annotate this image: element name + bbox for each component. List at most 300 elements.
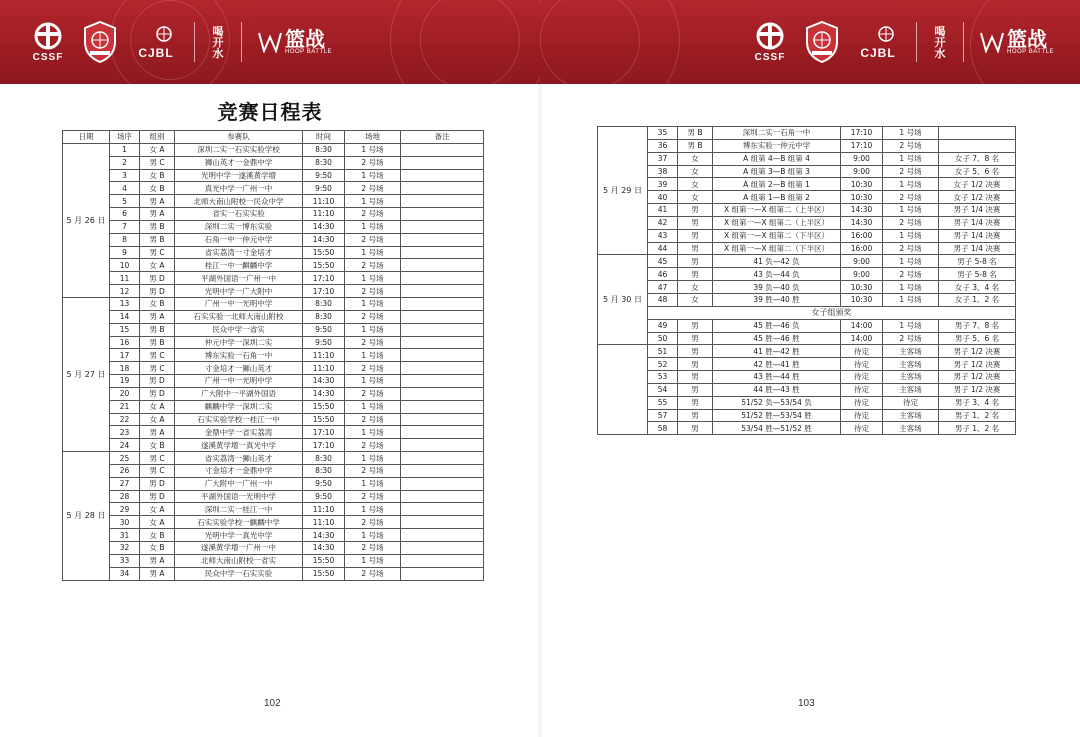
- group-cell: 男: [678, 383, 713, 396]
- logo-divider: [241, 22, 242, 62]
- table-row: [63, 220, 484, 233]
- teams-cell: 北师大南山附校一民众中学: [175, 195, 303, 208]
- table-row: [598, 332, 1016, 345]
- venue-cell: 1 号场: [345, 143, 401, 156]
- teams-cell: 北师大南山附校一省实: [175, 554, 303, 567]
- table-row: [63, 464, 484, 477]
- group-cell: 女 B: [140, 439, 175, 452]
- group-cell: 女 A: [140, 143, 175, 156]
- venue-cell: 主客场: [883, 409, 939, 422]
- table-row: [63, 349, 484, 362]
- match-no-cell: 23: [110, 426, 140, 439]
- teams-cell: 博东实验一仲元中学: [713, 139, 841, 152]
- venue-cell: 2 号场: [345, 156, 401, 169]
- shield-badge-logo: [804, 20, 840, 64]
- time-cell: 9:00: [841, 255, 883, 268]
- table-row: [63, 452, 484, 465]
- cssf-logo: CSSF: [752, 21, 788, 63]
- header-venue: 场地: [345, 131, 401, 144]
- group-cell: 女 B: [140, 182, 175, 195]
- match-no-cell: 36: [648, 139, 678, 152]
- notes-cell: [401, 310, 484, 323]
- teams-cell: 深圳二实一博东实验: [175, 220, 303, 233]
- teams-cell: A 组第 4—B 组第 4: [713, 152, 841, 165]
- table-row: [63, 169, 484, 182]
- table-row: [63, 426, 484, 439]
- group-cell: 男: [678, 396, 713, 409]
- time-cell: 14:30: [303, 542, 345, 555]
- table-row: [598, 204, 1016, 217]
- logo-divider: [916, 22, 917, 62]
- table-row: [63, 323, 484, 336]
- teams-cell: A 组第 2—B 组第 1: [713, 178, 841, 191]
- match-no-cell: 2: [110, 156, 140, 169]
- notes-cell: [401, 156, 484, 169]
- group-cell: 男 C: [140, 156, 175, 169]
- time-cell: 10:30: [841, 281, 883, 294]
- time-cell: 9:50: [303, 490, 345, 503]
- group-cell: 女: [678, 152, 713, 165]
- match-no-cell: 54: [648, 383, 678, 396]
- table-row: [63, 503, 484, 516]
- group-cell: 男 B: [678, 127, 713, 140]
- time-cell: 16:00: [841, 242, 883, 255]
- notes-cell: 男子 1/2 决赛: [939, 383, 1016, 396]
- time-cell: 15:50: [303, 413, 345, 426]
- table-row: [598, 293, 1016, 306]
- venue-cell: 2 号场: [345, 387, 401, 400]
- notes-cell: [401, 233, 484, 246]
- match-no-cell: 10: [110, 259, 140, 272]
- teams-cell: 石实实验学校一桂江一中: [175, 413, 303, 426]
- notes-cell: [401, 362, 484, 375]
- teams-cell: 省实一石实实验: [175, 208, 303, 221]
- notes-cell: [401, 246, 484, 259]
- venue-cell: 1 号场: [883, 152, 939, 165]
- table-row: [598, 396, 1016, 409]
- notes-cell: [401, 272, 484, 285]
- notes-cell: [939, 139, 1016, 152]
- table-row: [598, 345, 1016, 358]
- venue-cell: 1 号场: [345, 503, 401, 516]
- logo-divider: [963, 22, 964, 62]
- notes-cell: 男子 1/2 决赛: [939, 371, 1016, 384]
- group-cell: 男: [678, 204, 713, 217]
- teams-cell: 民众中学一省实: [175, 323, 303, 336]
- notes-cell: [401, 349, 484, 362]
- match-no-cell: 45: [648, 255, 678, 268]
- time-cell: 待定: [841, 345, 883, 358]
- header-teams: 参赛队: [175, 131, 303, 144]
- notes-cell: [939, 127, 1016, 140]
- table-row: [598, 409, 1016, 422]
- match-no-cell: 49: [648, 319, 678, 332]
- match-no-cell: 52: [648, 358, 678, 371]
- time-cell: 14:00: [841, 319, 883, 332]
- match-no-cell: 33: [110, 554, 140, 567]
- group-cell: 女 B: [140, 542, 175, 555]
- time-cell: 8:30: [303, 452, 345, 465]
- teams-cell: 遂溪黄学增一真光中学: [175, 439, 303, 452]
- venue-cell: 2 号场: [345, 182, 401, 195]
- time-cell: 待定: [841, 383, 883, 396]
- notes-cell: 女子 5、6 名: [939, 165, 1016, 178]
- notes-cell: [401, 529, 484, 542]
- group-cell: 女 A: [140, 516, 175, 529]
- teams-cell: 省实荔湾一狮山英才: [175, 452, 303, 465]
- table-row: [63, 297, 484, 310]
- table-row: [598, 422, 1016, 435]
- table-row: [598, 281, 1016, 294]
- match-no-cell: 53: [648, 371, 678, 384]
- teams-cell: 41 负—42 负: [713, 255, 841, 268]
- match-no-cell: 20: [110, 387, 140, 400]
- group-cell: 男 C: [140, 452, 175, 465]
- teams-cell: 金鼎中学一省实荔湾: [175, 426, 303, 439]
- time-cell: 14:30: [303, 220, 345, 233]
- match-no-cell: 24: [110, 439, 140, 452]
- table-row: [63, 195, 484, 208]
- header-date: 日期: [63, 131, 110, 144]
- venue-cell: 2 号场: [345, 233, 401, 246]
- notes-cell: 男子 5-8 名: [939, 268, 1016, 281]
- venue-cell: 1 号场: [345, 477, 401, 490]
- venue-cell: 2 号场: [883, 268, 939, 281]
- group-cell: 男: [678, 268, 713, 281]
- table-row: [598, 216, 1016, 229]
- group-cell: 男: [678, 332, 713, 345]
- match-no-cell: 40: [648, 191, 678, 204]
- match-no-cell: 41: [648, 204, 678, 217]
- notes-cell: 男子 5、6 名: [939, 332, 1016, 345]
- venue-cell: 2 号场: [345, 490, 401, 503]
- teams-cell: 石实实验一北师大南山附校: [175, 310, 303, 323]
- table-row: [598, 152, 1016, 165]
- venue-cell: 2 号场: [345, 439, 401, 452]
- notes-cell: 男子 1/4 决赛: [939, 242, 1016, 255]
- group-cell: 女: [678, 281, 713, 294]
- match-no-cell: 4: [110, 182, 140, 195]
- notes-cell: [401, 439, 484, 452]
- match-no-cell: 51: [648, 345, 678, 358]
- table-row: [598, 127, 1016, 140]
- notes-cell: [401, 195, 484, 208]
- table-row: [63, 567, 484, 580]
- match-no-cell: 19: [110, 375, 140, 388]
- group-cell: 男: [678, 242, 713, 255]
- teams-cell: 43 负—44 负: [713, 268, 841, 281]
- notes-cell: [401, 477, 484, 490]
- table-row: [598, 165, 1016, 178]
- time-cell: 11:10: [303, 349, 345, 362]
- cjbl-logo: CJBL: [856, 24, 900, 60]
- page-number-left: 102: [264, 698, 281, 709]
- table-row: [63, 477, 484, 490]
- group-cell: 男 D: [140, 375, 175, 388]
- table-row: [63, 490, 484, 503]
- group-cell: 男: [678, 409, 713, 422]
- notes-cell: [401, 297, 484, 310]
- notes-cell: [401, 259, 484, 272]
- venue-cell: 1 号场: [345, 426, 401, 439]
- teams-cell: 深圳二实一桂江一中: [175, 503, 303, 516]
- time-cell: 17:10: [303, 272, 345, 285]
- group-cell: 男 C: [140, 464, 175, 477]
- venue-cell: 2 号场: [345, 464, 401, 477]
- award-ceremony-cell: 女子组颁奖: [648, 306, 1016, 319]
- teams-cell: 广州一中一光明中学: [175, 297, 303, 310]
- teams-cell: 真光中学一广州一中: [175, 182, 303, 195]
- match-no-cell: 32: [110, 542, 140, 555]
- venue-cell: 2 号场: [345, 259, 401, 272]
- header-group: 组别: [140, 131, 175, 144]
- group-cell: 女: [678, 165, 713, 178]
- notes-cell: 男子 5-8 名: [939, 255, 1016, 268]
- match-no-cell: 50: [648, 332, 678, 345]
- w-mark-icon: [258, 31, 282, 53]
- group-cell: 男 A: [140, 208, 175, 221]
- group-cell: 男 D: [140, 387, 175, 400]
- table-row: [598, 371, 1016, 384]
- date-cell: 5 月 27 日: [63, 297, 110, 451]
- table-row: [63, 310, 484, 323]
- match-no-cell: 47: [648, 281, 678, 294]
- time-cell: 14:30: [303, 529, 345, 542]
- time-cell: 10:30: [841, 293, 883, 306]
- match-no-cell: 12: [110, 285, 140, 298]
- notes-cell: [401, 182, 484, 195]
- teams-cell: 博东实验一石角一中: [175, 349, 303, 362]
- time-cell: 8:30: [303, 464, 345, 477]
- schedule-table-left: [62, 130, 484, 581]
- notes-cell: 女子 1/2 决赛: [939, 178, 1016, 191]
- venue-cell: 1 号场: [345, 246, 401, 259]
- table-row: [598, 268, 1016, 281]
- teams-cell: 51/52 胜—53/54 胜: [713, 409, 841, 422]
- teams-cell: 桂江一中一麒麟中学: [175, 259, 303, 272]
- venue-cell: 2 号场: [345, 362, 401, 375]
- notes-cell: [401, 323, 484, 336]
- notes-cell: 女子 7、8 名: [939, 152, 1016, 165]
- time-cell: 9:50: [303, 169, 345, 182]
- header-banner-right: [540, 0, 1080, 84]
- group-cell: 男 D: [140, 272, 175, 285]
- group-cell: 女 B: [140, 297, 175, 310]
- venue-cell: 1 号场: [883, 229, 939, 242]
- time-cell: 待定: [841, 396, 883, 409]
- venue-cell: 2 号场: [345, 208, 401, 221]
- teams-cell: 39 负—40 负: [713, 281, 841, 294]
- venue-cell: 1 号场: [883, 204, 939, 217]
- time-cell: 17:10: [303, 285, 345, 298]
- table-row: [63, 336, 484, 349]
- table-row: [598, 255, 1016, 268]
- match-no-cell: 26: [110, 464, 140, 477]
- table-row: [63, 285, 484, 298]
- table-row: [63, 413, 484, 426]
- venue-cell: 1 号场: [345, 169, 401, 182]
- table-row: [598, 383, 1016, 396]
- group-cell: 男 B: [140, 336, 175, 349]
- teams-cell: 仲元中学一深圳二实: [175, 336, 303, 349]
- teams-cell: 深圳二实一石角一中: [713, 127, 841, 140]
- page-title: 竞赛日程表: [217, 100, 323, 124]
- date-cell: 5 月 29 日: [598, 127, 648, 255]
- notes-cell: 男子 1/4 决赛: [939, 204, 1016, 217]
- match-no-cell: 27: [110, 477, 140, 490]
- schedule-table-right: [597, 126, 1016, 435]
- teams-cell: 广大附中一广州一中: [175, 477, 303, 490]
- venue-cell: 2 号场: [345, 285, 401, 298]
- group-cell: 男 C: [140, 349, 175, 362]
- venue-cell: 1 号场: [345, 220, 401, 233]
- notes-cell: [401, 169, 484, 182]
- teams-cell: 省实荔湾一寸金培才: [175, 246, 303, 259]
- notes-cell: 男子 1/4 决赛: [939, 216, 1016, 229]
- venue-cell: 主客场: [883, 358, 939, 371]
- teams-cell: 45 胜—46 负: [713, 319, 841, 332]
- teams-cell: 平湖外国语一光明中学: [175, 490, 303, 503]
- group-cell: 男 B: [140, 220, 175, 233]
- group-cell: 男: [678, 345, 713, 358]
- group-cell: 女: [678, 191, 713, 204]
- notes-cell: [401, 220, 484, 233]
- table-row: [63, 208, 484, 221]
- venue-cell: 2 号场: [345, 516, 401, 529]
- venue-cell: 2 号场: [883, 216, 939, 229]
- notes-cell: 男子 1/4 决赛: [939, 229, 1016, 242]
- group-cell: 女 A: [140, 259, 175, 272]
- table-row: [63, 143, 484, 156]
- match-no-cell: 6: [110, 208, 140, 221]
- teams-cell: 51/52 负—53/54 负: [713, 396, 841, 409]
- teams-cell: 遂溪黄学增一广州一中: [175, 542, 303, 555]
- teams-cell: 寸金培才一狮山英才: [175, 362, 303, 375]
- match-no-cell: 15: [110, 323, 140, 336]
- time-cell: 9:00: [841, 165, 883, 178]
- group-cell: 女 B: [140, 169, 175, 182]
- time-cell: 14:30: [303, 387, 345, 400]
- group-cell: 男 A: [140, 567, 175, 580]
- award-ceremony-row: [598, 306, 1016, 319]
- notes-cell: 男子 1、2 名: [939, 422, 1016, 435]
- time-cell: 10:30: [841, 178, 883, 191]
- time-cell: 15:50: [303, 400, 345, 413]
- time-cell: 11:10: [303, 208, 345, 221]
- match-no-cell: 5: [110, 195, 140, 208]
- group-cell: 男 B: [140, 233, 175, 246]
- group-cell: 女 B: [140, 529, 175, 542]
- match-no-cell: 17: [110, 349, 140, 362]
- match-no-cell: 29: [110, 503, 140, 516]
- teams-cell: 44 胜—43 胜: [713, 383, 841, 396]
- time-cell: 15:50: [303, 259, 345, 272]
- table-row: [63, 529, 484, 542]
- match-no-cell: 3: [110, 169, 140, 182]
- match-no-cell: 25: [110, 452, 140, 465]
- notes-cell: [401, 413, 484, 426]
- notes-cell: [401, 387, 484, 400]
- hoop-battle-logo: 篮战 HOOP BATTLE: [258, 29, 332, 55]
- time-cell: 15:50: [303, 246, 345, 259]
- teams-cell: 光明中学一广大附中: [175, 285, 303, 298]
- table-row: [63, 439, 484, 452]
- match-no-cell: 42: [648, 216, 678, 229]
- group-cell: 男: [678, 319, 713, 332]
- notes-cell: [401, 375, 484, 388]
- venue-cell: 1 号场: [345, 452, 401, 465]
- group-cell: 男: [678, 255, 713, 268]
- time-cell: 10:30: [841, 191, 883, 204]
- time-cell: 11:10: [303, 362, 345, 375]
- match-no-cell: 13: [110, 297, 140, 310]
- match-no-cell: 28: [110, 490, 140, 503]
- notes-cell: [401, 426, 484, 439]
- venue-cell: 2 号场: [883, 242, 939, 255]
- group-cell: 男 C: [140, 362, 175, 375]
- teams-cell: 39 胜—40 胜: [713, 293, 841, 306]
- teams-cell: 广大附中一平湖外国语: [175, 387, 303, 400]
- venue-cell: 2 号场: [883, 332, 939, 345]
- time-cell: 9:50: [303, 336, 345, 349]
- teams-cell: 深圳二实一石实实验学校: [175, 143, 303, 156]
- match-no-cell: 31: [110, 529, 140, 542]
- group-cell: 女 A: [140, 413, 175, 426]
- notes-cell: [401, 567, 484, 580]
- teams-cell: 光明中学一真光中学: [175, 529, 303, 542]
- match-no-cell: 16: [110, 336, 140, 349]
- notes-cell: [401, 336, 484, 349]
- match-no-cell: 8: [110, 233, 140, 246]
- w-mark-icon: [980, 31, 1004, 53]
- notes-cell: [401, 490, 484, 503]
- time-cell: 待定: [841, 371, 883, 384]
- group-cell: 男 D: [140, 477, 175, 490]
- venue-cell: 1 号场: [345, 529, 401, 542]
- venue-cell: 1 号场: [345, 323, 401, 336]
- time-cell: 14:30: [303, 375, 345, 388]
- group-cell: 男 C: [140, 246, 175, 259]
- teams-cell: 41 胜—42 胜: [713, 345, 841, 358]
- venue-cell: 1 号场: [345, 349, 401, 362]
- venue-cell: 主客场: [883, 371, 939, 384]
- venue-cell: 2 号场: [883, 191, 939, 204]
- match-no-cell: 58: [648, 422, 678, 435]
- time-cell: 17:10: [303, 439, 345, 452]
- match-no-cell: 44: [648, 242, 678, 255]
- teams-cell: 平湖外国语一广州一中: [175, 272, 303, 285]
- notes-cell: [401, 542, 484, 555]
- time-cell: 8:30: [303, 297, 345, 310]
- time-cell: 14:30: [841, 216, 883, 229]
- notes-cell: [401, 464, 484, 477]
- cssf-emblem-icon: [752, 21, 788, 51]
- time-cell: 11:10: [303, 195, 345, 208]
- teams-cell: A 组第 3—B 组第 3: [713, 165, 841, 178]
- notes-cell: 女子 3、4 名: [939, 281, 1016, 294]
- time-cell: 14:00: [841, 332, 883, 345]
- group-cell: 男 B: [140, 323, 175, 336]
- match-no-cell: 38: [648, 165, 678, 178]
- time-cell: 14:30: [841, 204, 883, 217]
- group-cell: 女: [678, 293, 713, 306]
- time-cell: 14:30: [303, 233, 345, 246]
- table-row: [63, 375, 484, 388]
- match-no-cell: 43: [648, 229, 678, 242]
- cjbl-logo: CJBL: [134, 24, 178, 60]
- teams-cell: X 组第一—X 组第二（下半区）: [713, 229, 841, 242]
- notes-cell: 男子 7、8 名: [939, 319, 1016, 332]
